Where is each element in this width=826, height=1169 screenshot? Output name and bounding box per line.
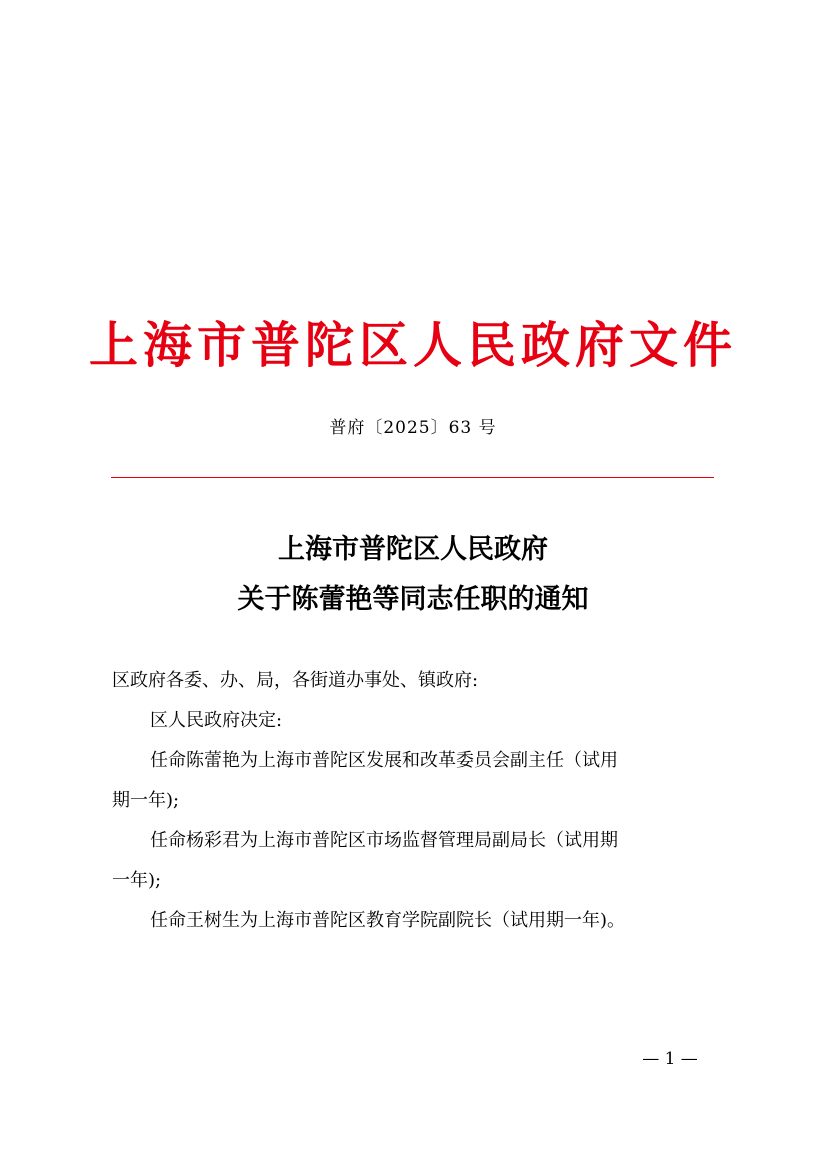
document-title [0,525,826,625]
addressee: 区政府各委、办、局，各街道办事处、镇政府: [112,670,479,691]
page-number: — 1 — [642,1049,698,1069]
intro-paragraph: 区人民政府决定: [150,710,283,731]
document-number: 普府〔2025〕63 号 [329,418,497,438]
title-line-2: 关于陈蕾艳等同志任职的通知 [237,584,589,615]
masthead-title: 上海市普陀区人民政府文件 [88,316,737,374]
appointment-2-line-2: 一年); [112,870,162,891]
document-body [112,661,726,941]
appointment-2-line-1: 任命杨彩君为上海市普陀区市场监督管理局副局长（试用期 [150,830,618,851]
appointment-1-line-2: 期一年); [112,790,180,811]
red-divider-line [111,477,714,478]
appointment-3-line-1: 任命王树生为上海市普陀区教育学院副院长（试用期一年)。 [150,910,626,931]
title-line-1: 上海市普陀区人民政府 [278,534,548,565]
appointment-1-line-1: 任命陈蕾艳为上海市普陀区发展和改革委员会副主任（试用 [150,750,618,771]
